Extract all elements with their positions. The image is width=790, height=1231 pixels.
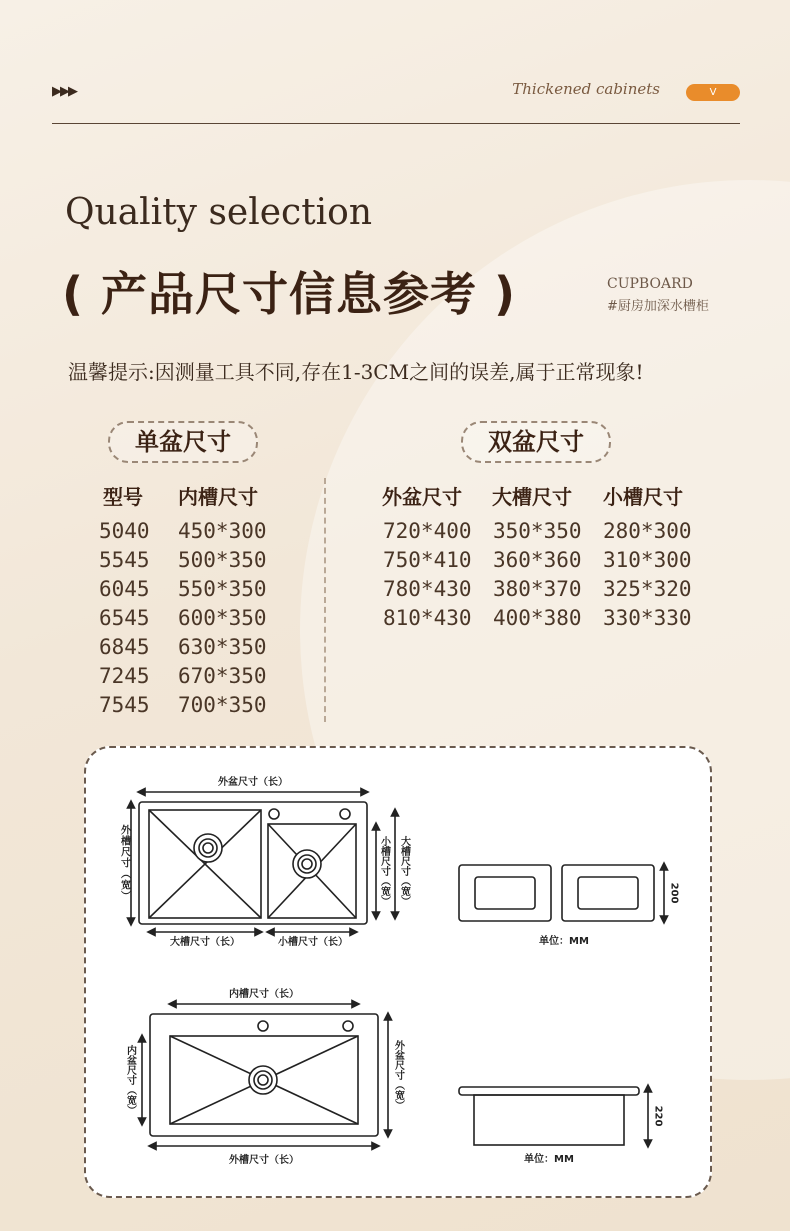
- single-inner-cell: 600*350: [178, 606, 267, 630]
- single-inner-cell: 670*350: [178, 664, 267, 688]
- double-outer-cell: 750*410: [383, 548, 472, 572]
- dimension-diagram: [84, 746, 712, 1198]
- triple-arrow-icon: ▶▶▶: [52, 84, 76, 99]
- label-unit-2: 单位：MM: [524, 1154, 574, 1165]
- single-inner-cell: 500*350: [178, 548, 267, 572]
- single-header-model: 型号: [103, 485, 143, 509]
- label-unit-1: 单位：MM: [539, 936, 589, 947]
- single-model-cell: 6045: [99, 577, 150, 601]
- double-header-small: 小槽尺寸: [603, 485, 683, 509]
- sink-diagrams-svg: [86, 748, 710, 1196]
- label-double-right-small: 小槽尺寸（宽）: [378, 836, 390, 906]
- single-basin-badge: 单盆尺寸: [108, 421, 258, 463]
- double-header-big: 大槽尺寸: [492, 485, 572, 509]
- double-basin-badge: 双盆尺寸: [461, 421, 611, 463]
- label-double-left: 外槽尺寸（宽）: [118, 824, 130, 902]
- single-sink-rim: [459, 1087, 639, 1095]
- single-model-cell: 5545: [99, 548, 150, 572]
- double-small-cell: 325*320: [603, 577, 692, 601]
- double-big-cell: 360*360: [493, 548, 582, 572]
- double-small-cell: 330*330: [603, 606, 692, 630]
- chevron-pill-badge: V: [686, 84, 740, 101]
- single-inner-cell: 550*350: [178, 577, 267, 601]
- double-outer-cell: 780*430: [383, 577, 472, 601]
- cupboard-label-en: CUPBOARD: [607, 276, 693, 292]
- label-double-top: 外盆尺寸（长）: [218, 777, 288, 788]
- label-single-bottom: 外槽尺寸（长）: [229, 1155, 299, 1166]
- single-sink-body: [474, 1095, 624, 1145]
- single-model-cell: 7545: [99, 693, 150, 717]
- label-single-top: 内槽尺寸（长）: [229, 989, 299, 1000]
- double-small-cell: 310*300: [603, 548, 692, 572]
- single-model-cell: 5040: [99, 519, 150, 543]
- label-depth-double: 200: [668, 882, 680, 904]
- double-outer-cell: 810*430: [383, 606, 472, 630]
- double-sink-outer: [139, 802, 367, 924]
- double-big-cell: 400*380: [493, 606, 582, 630]
- page-title: ( 产品尺寸信息参考 ): [62, 267, 517, 321]
- single-model-cell: 6545: [99, 606, 150, 630]
- label-double-bottom-big: 大槽尺寸（长）: [170, 937, 240, 948]
- double-small-cell: 280*300: [603, 519, 692, 543]
- double-sink-front-left: [459, 865, 551, 921]
- top-bar: [52, 78, 740, 124]
- double-outer-cell: 720*400: [383, 519, 472, 543]
- tolerance-note: 温馨提示:因测量工具不同,存在1-3CM之间的误差,属于正常现象!: [68, 360, 644, 384]
- single-inner-cell: 700*350: [178, 693, 267, 717]
- tagline: Quality selection: [65, 192, 373, 233]
- double-sink-front-right: [562, 865, 654, 921]
- label-double-right-big: 大槽尺寸（宽）: [398, 836, 410, 906]
- single-inner-cell: 630*350: [178, 635, 267, 659]
- table-divider: [324, 478, 326, 722]
- double-big-cell: 380*370: [493, 577, 582, 601]
- single-model-cell: 7245: [99, 664, 150, 688]
- single-header-inner: 内槽尺寸: [178, 485, 258, 509]
- cupboard-label-zh: #厨房加深水槽柜: [607, 299, 709, 314]
- double-header-outer: 外盆尺寸: [382, 485, 462, 509]
- label-single-right: 外盆尺寸（宽）: [392, 1040, 404, 1110]
- label-depth-single: 220: [652, 1105, 664, 1127]
- double-big-cell: 350*350: [493, 519, 582, 543]
- single-inner-cell: 450*300: [178, 519, 267, 543]
- label-double-bottom-small: 小槽尺寸（长）: [278, 937, 348, 948]
- brand-script: Thickened cabinets: [512, 80, 660, 98]
- label-single-left: 内盆尺寸（宽）: [124, 1045, 136, 1115]
- single-model-cell: 6845: [99, 635, 150, 659]
